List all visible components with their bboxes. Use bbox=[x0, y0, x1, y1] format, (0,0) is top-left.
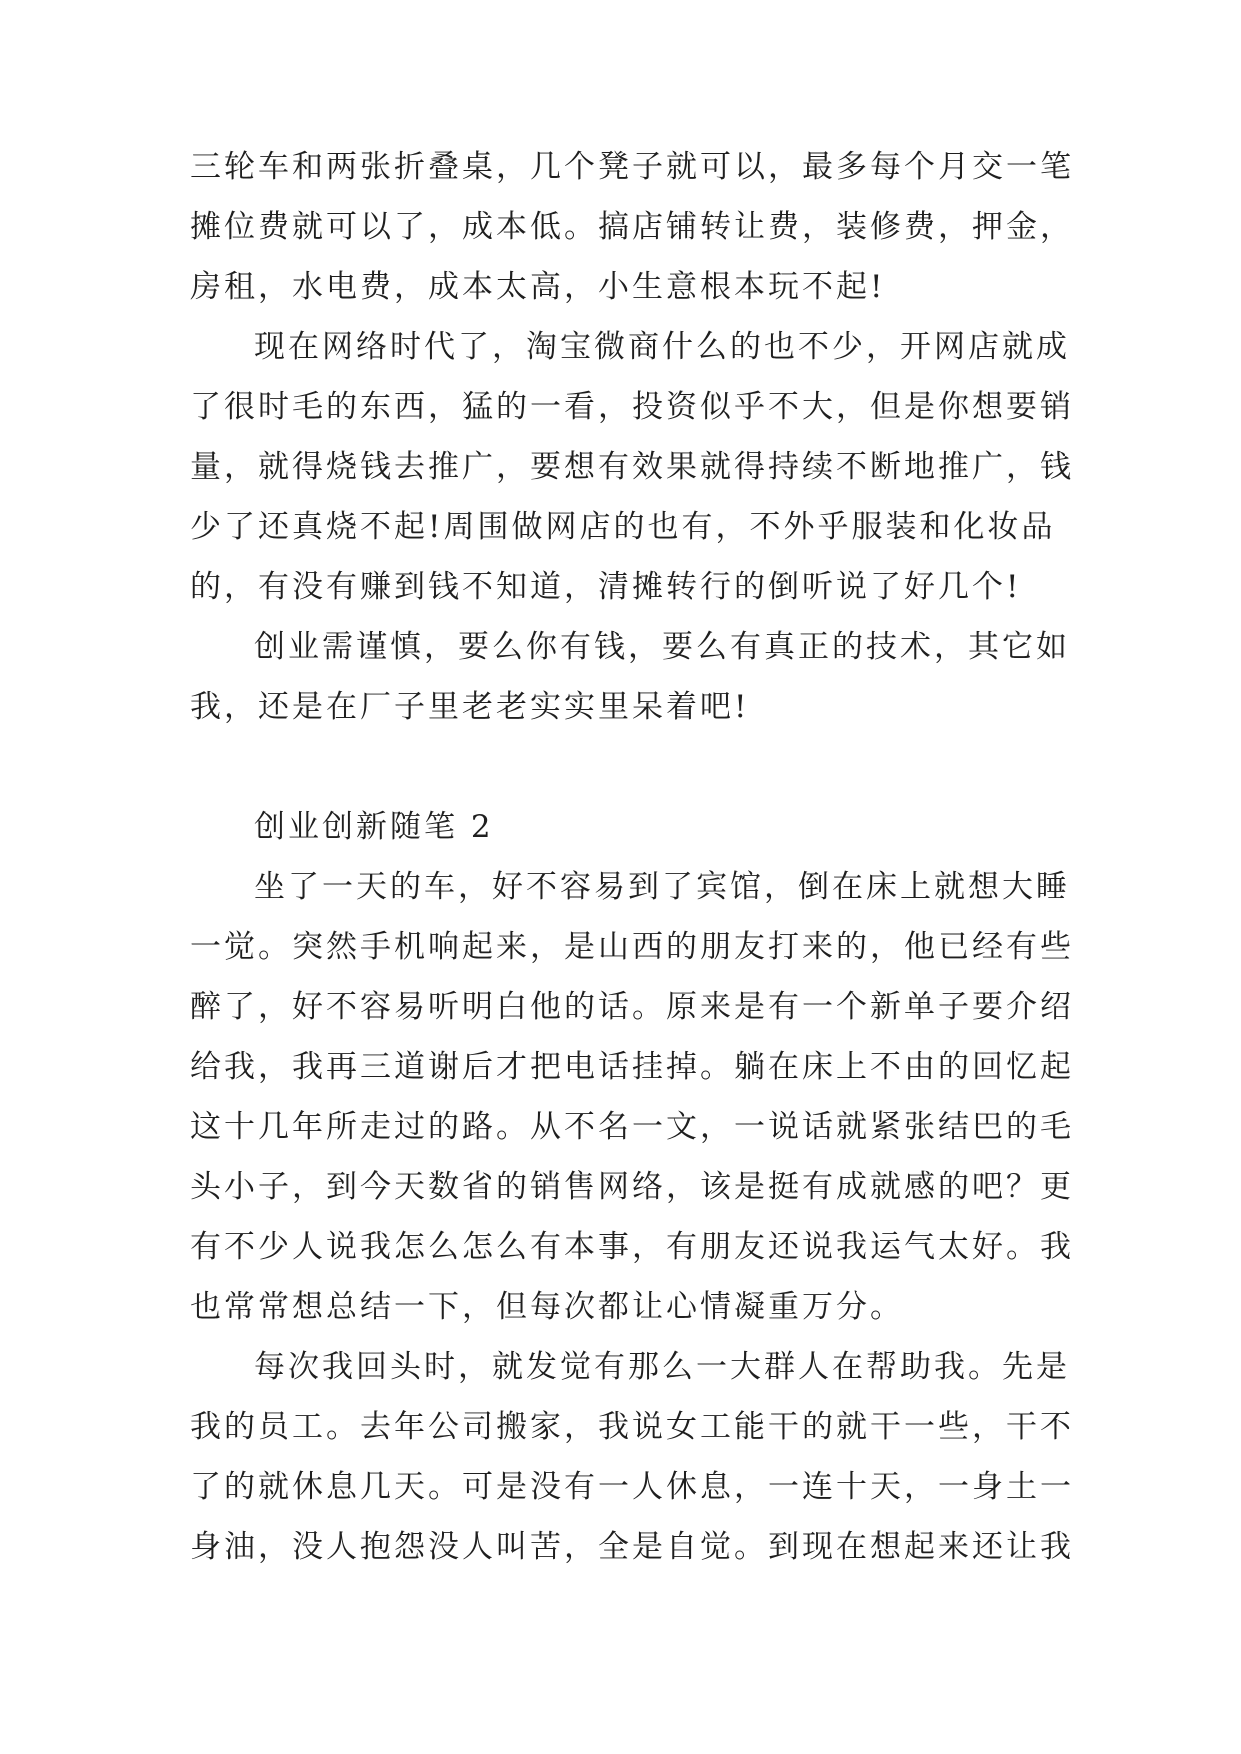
paragraph-line: 的，有没有赚到钱不知道，清摊转行的倒听说了好几个! bbox=[190, 569, 1022, 605]
paragraph-line: 创业需谨慎，要么你有钱，要么有真正的技术，其它如 bbox=[254, 629, 1070, 665]
paragraph-line: 房租，水电费，成本太高，小生意根本玩不起! bbox=[190, 269, 886, 305]
paragraph-line: 少了还真烧不起!周围做网店的也有，不外乎服装和化妆品 bbox=[190, 509, 1056, 545]
paragraph-line: 我的员工。去年公司搬家，我说女工能干的就干一些，干不 bbox=[190, 1409, 1074, 1445]
paragraph-line: 醉了，好不容易听明白他的话。原来是有一个新单子要介绍 bbox=[190, 989, 1074, 1025]
paragraph-line: 三轮车和两张折叠桌，几个凳子就可以，最多每个月交一笔 bbox=[190, 149, 1074, 185]
paragraph-line: 这十几年所走过的路。从不名一文，一说话就紧张结巴的毛 bbox=[190, 1109, 1074, 1145]
paragraph-line: 我，还是在厂子里老老实实里呆着吧! bbox=[190, 689, 750, 725]
paragraph-line: 了很时毛的东西，猛的一看，投资似乎不大，但是你想要销 bbox=[190, 389, 1074, 425]
paragraph-line: 一觉。突然手机响起来，是山西的朋友打来的，他已经有些 bbox=[190, 929, 1074, 965]
paragraph-line: 每次我回头时，就发觉有那么一大群人在帮助我。先是 bbox=[254, 1349, 1070, 1385]
paragraph-line: 坐了一天的车，好不容易到了宾馆，倒在床上就想大睡 bbox=[254, 869, 1070, 905]
section-title: 创业创新随笔 2 bbox=[254, 809, 494, 845]
paragraph-line: 也常常想总结一下，但每次都让心情凝重万分。 bbox=[190, 1289, 904, 1325]
paragraph-line: 了的就休息几天。可是没有一人休息，一连十天，一身土一 bbox=[190, 1469, 1074, 1505]
paragraph-line: 现在网络时代了，淘宝微商什么的也不少，开网店就成 bbox=[254, 329, 1070, 365]
paragraph-line: 有不少人说我怎么怎么有本事，有朋友还说我运气太好。我 bbox=[190, 1229, 1074, 1265]
paragraph-line: 摊位费就可以了，成本低。搞店铺转让费，装修费，押金， bbox=[190, 209, 1074, 245]
paragraph-line: 量，就得烧钱去推广，要想有效果就得持续不断地推广，钱 bbox=[190, 449, 1074, 485]
paragraph-line: 给我，我再三道谢后才把电话挂掉。躺在床上不由的回忆起 bbox=[190, 1049, 1074, 1085]
paragraph-line: 头小子，到今天数省的销售网络，该是挺有成就感的吧？更 bbox=[190, 1169, 1074, 1205]
paragraph-line: 身油，没人抱怨没人叫苦，全是自觉。到现在想起来还让我 bbox=[190, 1529, 1074, 1565]
